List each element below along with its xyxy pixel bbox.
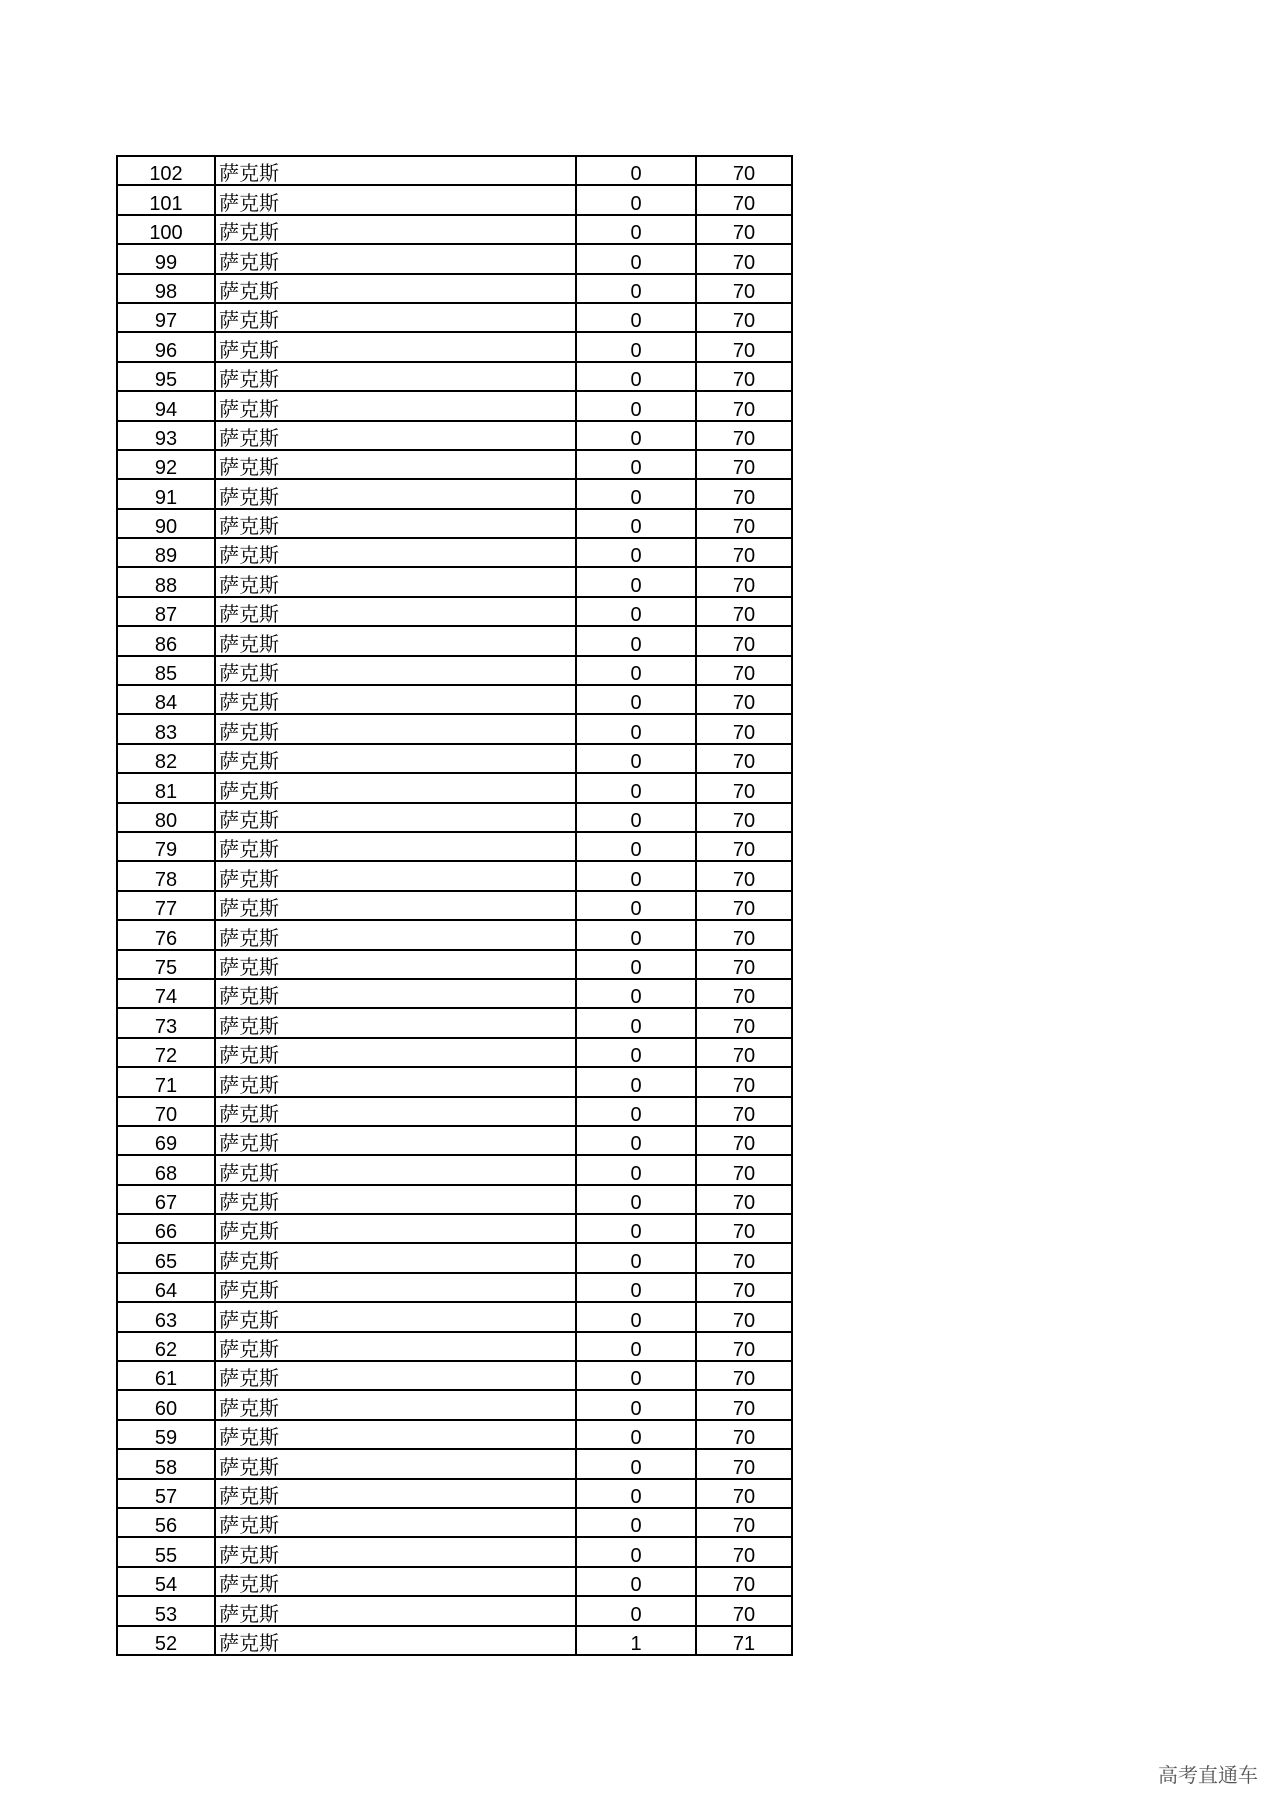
table-row <box>117 303 792 332</box>
cumulative-cell: 70 <box>696 1243 792 1272</box>
rank-cell: 70 <box>117 1097 215 1126</box>
count-cell: 0 <box>576 626 696 655</box>
table-row <box>117 1332 792 1361</box>
count-cell: 0 <box>576 1420 696 1449</box>
count-cell: 0 <box>576 744 696 773</box>
name-cell: 萨克斯 <box>215 450 576 479</box>
rank-cell: 68 <box>117 1155 215 1184</box>
cumulative-cell: 70 <box>696 332 792 361</box>
table-row <box>117 656 792 685</box>
cumulative-cell: 70 <box>696 1273 792 1302</box>
count-cell: 0 <box>576 1449 696 1478</box>
table-row <box>117 773 792 802</box>
table-row <box>117 274 792 303</box>
table-row <box>117 1479 792 1508</box>
table-row <box>117 861 792 890</box>
cumulative-cell: 70 <box>696 1185 792 1214</box>
cumulative-cell: 70 <box>696 950 792 979</box>
count-cell: 0 <box>576 714 696 743</box>
count-cell: 0 <box>576 1067 696 1096</box>
table-row <box>117 920 792 949</box>
cumulative-cell: 70 <box>696 685 792 714</box>
name-cell: 萨克斯 <box>215 803 576 832</box>
table-row <box>117 744 792 773</box>
table-row <box>117 803 792 832</box>
name-cell: 萨克斯 <box>215 362 576 391</box>
name-cell: 萨克斯 <box>215 244 576 273</box>
rank-cell: 69 <box>117 1126 215 1155</box>
count-cell: 0 <box>576 185 696 214</box>
rank-cell: 85 <box>117 656 215 685</box>
name-cell: 萨克斯 <box>215 1508 576 1537</box>
name-cell: 萨克斯 <box>215 950 576 979</box>
name-cell: 萨克斯 <box>215 479 576 508</box>
count-cell: 0 <box>576 832 696 861</box>
name-cell: 萨克斯 <box>215 1273 576 1302</box>
table-row <box>117 391 792 420</box>
name-cell: 萨克斯 <box>215 1302 576 1331</box>
count-cell: 0 <box>576 450 696 479</box>
cumulative-cell: 70 <box>696 803 792 832</box>
cumulative-cell: 70 <box>696 1390 792 1419</box>
name-cell: 萨克斯 <box>215 1155 576 1184</box>
rank-cell: 64 <box>117 1273 215 1302</box>
rank-cell: 72 <box>117 1038 215 1067</box>
name-cell: 萨克斯 <box>215 1420 576 1449</box>
count-cell: 0 <box>576 156 696 185</box>
name-cell: 萨克斯 <box>215 1390 576 1419</box>
rank-cell: 56 <box>117 1508 215 1537</box>
cumulative-cell: 70 <box>696 1479 792 1508</box>
table-row <box>117 1302 792 1331</box>
table-row <box>117 1243 792 1272</box>
rank-cell: 82 <box>117 744 215 773</box>
table-row <box>117 1185 792 1214</box>
cumulative-cell: 70 <box>696 1332 792 1361</box>
count-cell: 0 <box>576 1243 696 1272</box>
count-cell: 0 <box>576 1155 696 1184</box>
rank-cell: 60 <box>117 1390 215 1419</box>
table-row <box>117 244 792 273</box>
rank-cell: 74 <box>117 979 215 1008</box>
count-cell: 0 <box>576 1185 696 1214</box>
name-cell: 萨克斯 <box>215 1214 576 1243</box>
count-cell: 0 <box>576 773 696 802</box>
cumulative-cell: 70 <box>696 450 792 479</box>
rank-cell: 102 <box>117 156 215 185</box>
name-cell: 萨克斯 <box>215 1243 576 1272</box>
table-row <box>117 1038 792 1067</box>
cumulative-cell: 71 <box>696 1626 792 1655</box>
count-cell: 0 <box>576 1537 696 1566</box>
name-cell: 萨克斯 <box>215 391 576 420</box>
rank-cell: 90 <box>117 509 215 538</box>
table-row <box>117 567 792 596</box>
table-row <box>117 1273 792 1302</box>
name-cell: 萨克斯 <box>215 1097 576 1126</box>
name-cell: 萨克斯 <box>215 773 576 802</box>
cumulative-cell: 70 <box>696 538 792 567</box>
cumulative-cell: 70 <box>696 362 792 391</box>
count-cell: 0 <box>576 479 696 508</box>
count-cell: 0 <box>576 1214 696 1243</box>
name-cell: 萨克斯 <box>215 1596 576 1625</box>
name-cell: 萨克斯 <box>215 538 576 567</box>
rank-cell: 92 <box>117 450 215 479</box>
cumulative-cell: 70 <box>696 1214 792 1243</box>
table-row <box>117 979 792 1008</box>
count-cell: 0 <box>576 421 696 450</box>
name-cell: 萨克斯 <box>215 744 576 773</box>
count-cell: 0 <box>576 509 696 538</box>
cumulative-cell: 70 <box>696 1067 792 1096</box>
rank-cell: 77 <box>117 891 215 920</box>
count-cell: 0 <box>576 685 696 714</box>
table-row <box>117 1155 792 1184</box>
table-row <box>117 421 792 450</box>
name-cell: 萨克斯 <box>215 891 576 920</box>
table-row <box>117 1626 792 1655</box>
table-row <box>117 185 792 214</box>
cumulative-cell: 70 <box>696 567 792 596</box>
table-row <box>117 1596 792 1625</box>
score-table-body <box>117 156 792 1655</box>
rank-cell: 96 <box>117 332 215 361</box>
table-row <box>117 597 792 626</box>
table-row <box>117 1420 792 1449</box>
cumulative-cell: 70 <box>696 479 792 508</box>
cumulative-cell: 70 <box>696 773 792 802</box>
table-row <box>117 950 792 979</box>
cumulative-cell: 70 <box>696 1126 792 1155</box>
table-row <box>117 626 792 655</box>
rank-cell: 65 <box>117 1243 215 1272</box>
rank-cell: 75 <box>117 950 215 979</box>
cumulative-cell: 70 <box>696 744 792 773</box>
name-cell: 萨克斯 <box>215 861 576 890</box>
table-row <box>117 1390 792 1419</box>
rank-cell: 52 <box>117 1626 215 1655</box>
name-cell: 萨克斯 <box>215 1449 576 1478</box>
name-cell: 萨克斯 <box>215 1361 576 1390</box>
cumulative-cell: 70 <box>696 1008 792 1037</box>
name-cell: 萨克斯 <box>215 567 576 596</box>
cumulative-cell: 70 <box>696 303 792 332</box>
name-cell: 萨克斯 <box>215 215 576 244</box>
count-cell: 0 <box>576 1567 696 1596</box>
table-row <box>117 1508 792 1537</box>
table-row <box>117 1126 792 1155</box>
rank-cell: 54 <box>117 1567 215 1596</box>
count-cell: 0 <box>576 1361 696 1390</box>
count-cell: 0 <box>576 979 696 1008</box>
count-cell: 0 <box>576 861 696 890</box>
name-cell: 萨克斯 <box>215 832 576 861</box>
rank-cell: 66 <box>117 1214 215 1243</box>
name-cell: 萨克斯 <box>215 920 576 949</box>
table-row <box>117 1449 792 1478</box>
rank-cell: 62 <box>117 1332 215 1361</box>
cumulative-cell: 70 <box>696 1537 792 1566</box>
count-cell: 0 <box>576 244 696 273</box>
rank-cell: 95 <box>117 362 215 391</box>
name-cell: 萨克斯 <box>215 1067 576 1096</box>
table-row <box>117 1067 792 1096</box>
score-table <box>116 155 793 1656</box>
rank-cell: 84 <box>117 685 215 714</box>
count-cell: 0 <box>576 950 696 979</box>
cumulative-cell: 70 <box>696 979 792 1008</box>
table-row <box>117 156 792 185</box>
cumulative-cell: 70 <box>696 1420 792 1449</box>
count-cell: 0 <box>576 1038 696 1067</box>
cumulative-cell: 70 <box>696 626 792 655</box>
rank-cell: 94 <box>117 391 215 420</box>
name-cell: 萨克斯 <box>215 1185 576 1214</box>
cumulative-cell: 70 <box>696 215 792 244</box>
cumulative-cell: 70 <box>696 391 792 420</box>
watermark: 高考直通车 <box>1158 1765 1258 1787</box>
rank-cell: 80 <box>117 803 215 832</box>
count-cell: 0 <box>576 215 696 244</box>
rank-cell: 89 <box>117 538 215 567</box>
cumulative-cell: 70 <box>696 1508 792 1537</box>
table-row <box>117 509 792 538</box>
name-cell: 萨克斯 <box>215 185 576 214</box>
table-row <box>117 479 792 508</box>
rank-cell: 61 <box>117 1361 215 1390</box>
name-cell: 萨克斯 <box>215 656 576 685</box>
cumulative-cell: 70 <box>696 509 792 538</box>
rank-cell: 100 <box>117 215 215 244</box>
cumulative-cell: 70 <box>696 920 792 949</box>
cumulative-cell: 70 <box>696 274 792 303</box>
count-cell: 0 <box>576 1390 696 1419</box>
cumulative-cell: 70 <box>696 714 792 743</box>
cumulative-cell: 70 <box>696 861 792 890</box>
cumulative-cell: 70 <box>696 832 792 861</box>
rank-cell: 88 <box>117 567 215 596</box>
count-cell: 0 <box>576 274 696 303</box>
count-cell: 0 <box>576 597 696 626</box>
table-row <box>117 891 792 920</box>
name-cell: 萨克斯 <box>215 1479 576 1508</box>
cumulative-cell: 70 <box>696 1449 792 1478</box>
name-cell: 萨克斯 <box>215 1008 576 1037</box>
cumulative-cell: 70 <box>696 597 792 626</box>
rank-cell: 91 <box>117 479 215 508</box>
name-cell: 萨克斯 <box>215 685 576 714</box>
name-cell: 萨克斯 <box>215 1626 576 1655</box>
cumulative-cell: 70 <box>696 244 792 273</box>
table-row <box>117 685 792 714</box>
cumulative-cell: 70 <box>696 156 792 185</box>
rank-cell: 86 <box>117 626 215 655</box>
name-cell: 萨克斯 <box>215 421 576 450</box>
count-cell: 0 <box>576 1273 696 1302</box>
table-row <box>117 714 792 743</box>
cumulative-cell: 70 <box>696 185 792 214</box>
rank-cell: 97 <box>117 303 215 332</box>
name-cell: 萨克斯 <box>215 1567 576 1596</box>
table-row <box>117 332 792 361</box>
table-row <box>117 1097 792 1126</box>
count-cell: 0 <box>576 656 696 685</box>
table-row <box>117 362 792 391</box>
count-cell: 1 <box>576 1626 696 1655</box>
table-row <box>117 1214 792 1243</box>
count-cell: 0 <box>576 538 696 567</box>
count-cell: 0 <box>576 920 696 949</box>
name-cell: 萨克斯 <box>215 274 576 303</box>
count-cell: 0 <box>576 891 696 920</box>
count-cell: 0 <box>576 567 696 596</box>
cumulative-cell: 70 <box>696 1155 792 1184</box>
cumulative-cell: 70 <box>696 656 792 685</box>
name-cell: 萨克斯 <box>215 597 576 626</box>
name-cell: 萨克斯 <box>215 156 576 185</box>
count-cell: 0 <box>576 332 696 361</box>
rank-cell: 93 <box>117 421 215 450</box>
rank-cell: 83 <box>117 714 215 743</box>
count-cell: 0 <box>576 1008 696 1037</box>
rank-cell: 63 <box>117 1302 215 1331</box>
rank-cell: 101 <box>117 185 215 214</box>
name-cell: 萨克斯 <box>215 1126 576 1155</box>
rank-cell: 98 <box>117 274 215 303</box>
rank-cell: 81 <box>117 773 215 802</box>
table-row <box>117 538 792 567</box>
table-row <box>117 1361 792 1390</box>
table-row <box>117 1537 792 1566</box>
rank-cell: 73 <box>117 1008 215 1037</box>
rank-cell: 79 <box>117 832 215 861</box>
name-cell: 萨克斯 <box>215 1537 576 1566</box>
count-cell: 0 <box>576 1097 696 1126</box>
count-cell: 0 <box>576 303 696 332</box>
count-cell: 0 <box>576 1596 696 1625</box>
cumulative-cell: 70 <box>696 1038 792 1067</box>
cumulative-cell: 70 <box>696 1567 792 1596</box>
count-cell: 0 <box>576 1508 696 1537</box>
name-cell: 萨克斯 <box>215 714 576 743</box>
name-cell: 萨克斯 <box>215 979 576 1008</box>
name-cell: 萨克斯 <box>215 303 576 332</box>
cumulative-cell: 70 <box>696 1302 792 1331</box>
rank-cell: 59 <box>117 1420 215 1449</box>
rank-cell: 55 <box>117 1537 215 1566</box>
count-cell: 0 <box>576 362 696 391</box>
rank-cell: 58 <box>117 1449 215 1478</box>
rank-cell: 53 <box>117 1596 215 1625</box>
name-cell: 萨克斯 <box>215 509 576 538</box>
count-cell: 0 <box>576 1332 696 1361</box>
rank-cell: 67 <box>117 1185 215 1214</box>
name-cell: 萨克斯 <box>215 332 576 361</box>
count-cell: 0 <box>576 803 696 832</box>
table-row <box>117 450 792 479</box>
cumulative-cell: 70 <box>696 1596 792 1625</box>
table-row <box>117 832 792 861</box>
rank-cell: 57 <box>117 1479 215 1508</box>
name-cell: 萨克斯 <box>215 626 576 655</box>
count-cell: 0 <box>576 391 696 420</box>
table-row <box>117 215 792 244</box>
cumulative-cell: 70 <box>696 1361 792 1390</box>
cumulative-cell: 70 <box>696 1097 792 1126</box>
cumulative-cell: 70 <box>696 421 792 450</box>
rank-cell: 99 <box>117 244 215 273</box>
name-cell: 萨克斯 <box>215 1038 576 1067</box>
count-cell: 0 <box>576 1479 696 1508</box>
rank-cell: 76 <box>117 920 215 949</box>
rank-cell: 71 <box>117 1067 215 1096</box>
table-row <box>117 1008 792 1037</box>
rank-cell: 87 <box>117 597 215 626</box>
table-row <box>117 1567 792 1596</box>
count-cell: 0 <box>576 1302 696 1331</box>
cumulative-cell: 70 <box>696 891 792 920</box>
count-cell: 0 <box>576 1126 696 1155</box>
name-cell: 萨克斯 <box>215 1332 576 1361</box>
rank-cell: 78 <box>117 861 215 890</box>
